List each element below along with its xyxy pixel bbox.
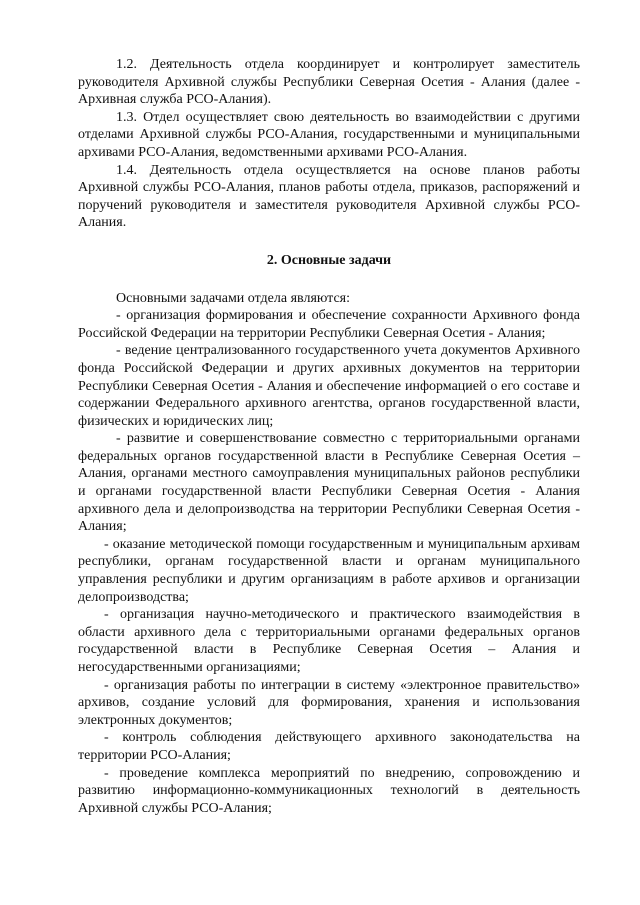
spacer	[78, 232, 580, 252]
task-item-7: - контроль соблюдения действующего архивного законодательства на территории РСО-Алания;	[78, 730, 580, 763]
paragraph-1-3: 1.3. Отдел осуществляет свою деятельность во взаимодействии с другими отделами Архивной службы РСО-Алания, государственными и муниципальными архивами РСО-Алания, ведомственными архивами РСО-Алания.	[78, 109, 580, 160]
tasks-intro: Основными задачами отдела являются:	[116, 290, 350, 306]
spacer	[78, 270, 580, 290]
task-item-6: - организация работы по интеграции в систему «электронное правительство» архивов, создание условий для формирования, хранения и использования электронных документов;	[78, 677, 580, 728]
task-item-2: - ведение централизованного государственного учета документов Архивного фонда Российской Федерации и других архивных документов на территории Республики Северная Осетия - Алания и обеспечение информацией о его составе и содержании Федерального архивного агентства, органов государственной власти, физических и юридических лиц;	[78, 343, 580, 429]
document-body	[78, 56, 580, 817]
task-item-3: - развитие и совершенствование совместно с территориальными органами федеральных органов государственной власти в Республике Северная Осетия – Алания, органами местного самоуправления муниципальных районов республики и органами государственной власти Республики Северная Осетия - Алания архивного дела и делопроизводства на территории Республики Северная Осетия - Алания;	[78, 431, 580, 535]
task-item-4: - оказание методической помощи государственным и муниципальным архивам республики, органам государственной власти и органам муниципального управления республики и другим организациям в работе архивов и организации делопроизводства;	[78, 536, 580, 605]
section-heading: 2. Основные задачи	[266, 252, 392, 268]
paragraph-1-2: 1.2. Деятельность отдела координирует и контролирует заместитель руководителя Архивной службы Республики Северная Осетия - Алания (далее - Архивная служба РСО-Алания).	[78, 57, 580, 108]
paragraph-1-4: 1.4. Деятельность отдела осуществляется на основе планов работы Архивной службы РСО-Алания, планов работы отдела, приказов, распоряжений и поручений руководителя и заместителя руководителя Архивной службы РСО-Алания.	[78, 162, 580, 231]
task-item-1: - организация формирования и обеспечение сохранности Архивного фонда Российской Федерации на территории Республики Северная Осетия - Алания;	[78, 308, 580, 341]
task-item-5: - организация научно-методического и практического взаимодействия в области архивного дела с территориальными органами федеральных органов государственной власти в Республике Северная Осетия – Алания и негосударственными организациями;	[78, 607, 580, 675]
task-item-8: - проведение комплекса мероприятий по внедрению, сопровождению и развитию информационно-коммуникационных технологий в деятельность Архивной службы РСО-Алания;	[78, 765, 580, 816]
